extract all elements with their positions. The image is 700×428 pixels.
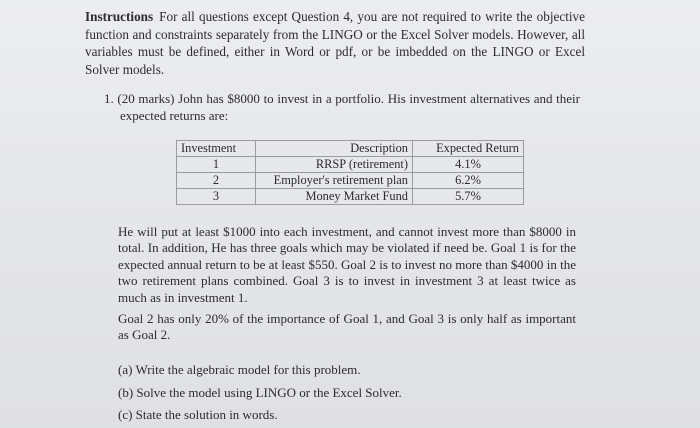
question-1-text: 1. (20 marks) John has $8000 to invest in a portfolio. His investment alternatives and their expected returns are: [104, 91, 580, 123]
table-row [177, 189, 524, 205]
cell-description: RRSP (retirement) [256, 157, 413, 173]
cell-investment: 1 [177, 157, 256, 173]
table-row [177, 157, 524, 173]
instructions-text: For all questions except Question 4, you are not required to write the objective function and constraints separately from the LINGO or the Excel Solver models. However, all variables must be defined, either in Word or pdf, or be imbedded on the LINGO or Excel Solver models. [85, 9, 585, 77]
investment-table [176, 140, 524, 205]
table-header-row [177, 141, 524, 157]
table-row [177, 173, 524, 189]
instructions-label: Instructions [85, 9, 154, 24]
importance-paragraph: Goal 2 has only 20% of the importance of Goal 1, and Goal 3 is only half as important as Goal 2. [118, 311, 576, 343]
instructions-paragraph [85, 8, 585, 78]
cell-expected-return: 5.7% [413, 189, 524, 205]
cell-investment: 2 [177, 173, 256, 189]
part-b: (b) Solve the model using LINGO or the Excel Solver. [118, 384, 402, 400]
goals-paragraph: He will put at least $1000 into each investment, and cannot invest more than $8000 in total. In addition, He has three goals which may be violated if need be. Goal 1 is for the expected annual return to be at least $550. Goal 2 is to invest no more than $4000 in the two retirement plans combined. Goal 3 is to invest in investment 3 at least twice as much as in investment 1. [118, 224, 576, 305]
cell-expected-return: 6.2% [413, 173, 524, 189]
question-1 [104, 91, 580, 124]
header-description: Description [256, 141, 413, 157]
cell-description: Money Market Fund [256, 189, 413, 205]
question-parts-list [118, 359, 558, 427]
cell-description: Employer's retirement plan [256, 173, 413, 189]
header-expected-return: Expected Return [413, 141, 524, 157]
cell-expected-return: 4.1% [413, 157, 524, 173]
header-investment: Investment [177, 141, 256, 157]
part-a: (a) Write the algebraic model for this problem. [118, 362, 361, 377]
cell-investment: 3 [177, 189, 256, 205]
part-c: (c) State the solution in words. [118, 407, 278, 422]
